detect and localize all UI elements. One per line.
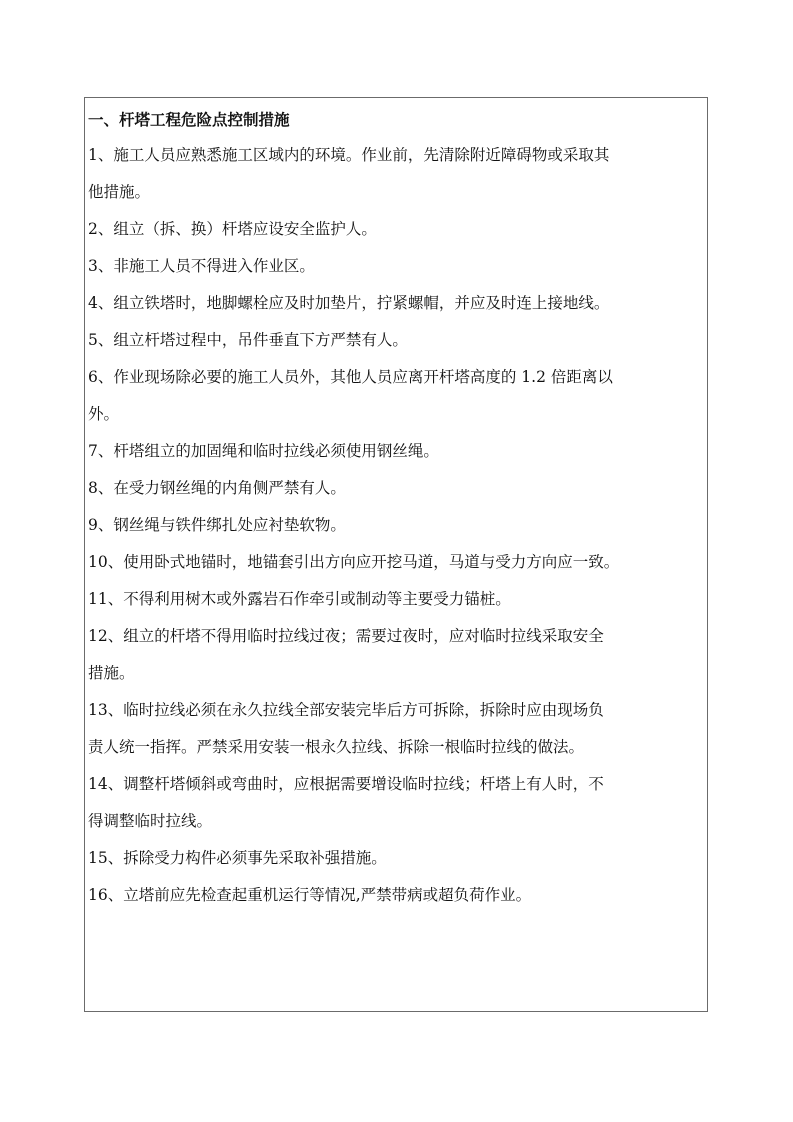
text-line: 3、非施工人员不得进入作业区。: [88, 257, 315, 275]
section-title: 一、杆塔工程危险点控制措施: [88, 110, 290, 129]
text-line: 6、作业现场除必要的施工人员外，其他人员应离开杆塔高度的 1.2 倍距离以: [88, 368, 613, 386]
text-line: 7、杆塔组立的加固绳和临时拉线必须使用钢丝绳。: [88, 442, 439, 460]
text-line: 10、使用卧式地锚时，地锚套引出方向应开挖马道，马道与受力方向应一致。: [88, 553, 620, 571]
text-line: 他措施。: [88, 183, 151, 201]
text-line: 2、组立（拆、换）杆塔应设安全监护人。: [88, 220, 377, 238]
document-content: [88, 103, 707, 914]
text-line: 得调整临时拉线。: [88, 812, 213, 830]
text-line: 9、钢丝绳与铁件绑扎处应衬垫软物。: [88, 516, 346, 534]
text-line: 1、施工人员应熟悉施工区域内的环境。作业前，先清除附近障碍物或采取其: [88, 146, 610, 164]
text-line: 8、在受力钢丝绳的内角侧严禁有人。: [88, 479, 346, 497]
text-line: 16、立塔前应先检查起重机运行等情况,严禁带病或超负荷作业。: [88, 886, 532, 904]
text-line: 14、调整杆塔倾斜或弯曲时，应根据需要增设临时拉线；杆塔上有人时，不: [88, 775, 604, 793]
text-line: 13、临时拉线必须在永久拉线全部安装完毕后方可拆除，拆除时应由现场负: [88, 701, 604, 719]
text-line: 措施。: [88, 664, 135, 682]
text-line: 责人统一指挥。严禁采用安装一根永久拉线、拆除一根临时拉线的做法。: [88, 738, 585, 756]
text-line: 5、组立杆塔过程中，吊件垂直下方严禁有人。: [88, 331, 408, 349]
text-line: 4、组立铁塔时，地脚螺栓应及时加垫片，拧紧螺帽，并应及时连上接地线。: [88, 294, 610, 312]
document-frame: [84, 97, 708, 1012]
text-line: 外。: [88, 405, 120, 423]
text-line: 15、拆除受力构件必须事先采取补强措施。: [88, 849, 387, 867]
text-line: 11、不得利用树木或外露岩石作牵引或制动等主要受力锚桩。: [88, 590, 511, 608]
text-line: 12、组立的杆塔不得用临时拉线过夜；需要过夜时，应对临时拉线采取安全: [88, 627, 604, 645]
